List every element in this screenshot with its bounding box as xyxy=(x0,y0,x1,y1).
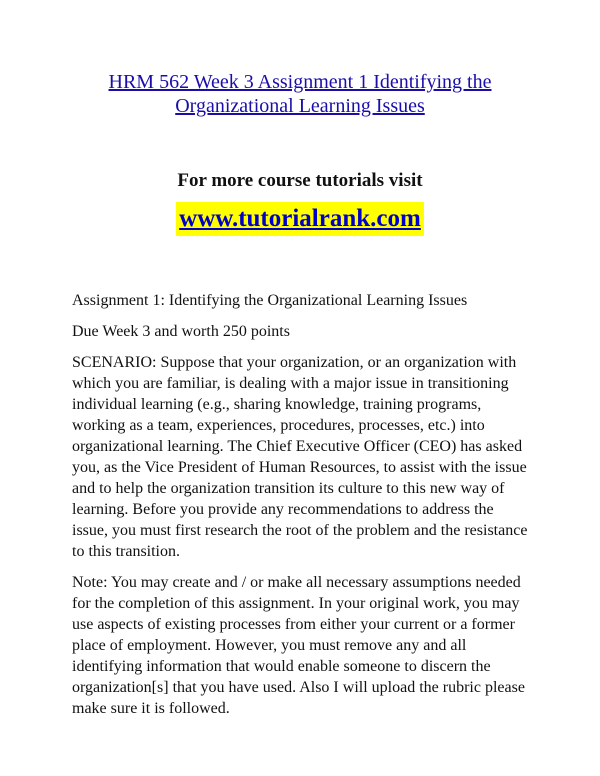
site-link[interactable]: www.tutorialrank.com xyxy=(176,202,424,236)
note-paragraph: Note: You may create and / or make all necessary assumptions needed for the completion of this assignment. In your original work, you may use aspects of existing processes from either your current or a former place of employment. However, you must remove any and all identifying information that would enable someone to discern the organization[s] that you have used. Also I will upload the rubric please make sure it is followed. xyxy=(72,574,525,717)
document-title xyxy=(40,70,560,118)
tutorials-tagline: For more course tutorials visit xyxy=(177,170,423,191)
title-link[interactable] xyxy=(109,71,492,117)
title-line-1: HRM 562 Week 3 Assignment 1 Identifying the xyxy=(108,71,492,93)
document-body xyxy=(72,290,532,729)
scenario-paragraph: SCENARIO: Suppose that your organization, or an organization with which you are familiar, is dealing with a major issue in transitioning individual learning (e.g., sharing knowledge, training programs, working as a team, experiences, procedures, processes, etc.) into organizational learning. The Chief Executive Officer (CEO) has asked you, as the Vice President of Human Resources, to assist with the issue and to help the organization transition its culture to this new way of learning. Before you provide any recommendations to address the issue, you must first research the root of the problem and the resistance to this transition. xyxy=(72,354,528,560)
title-line-2: Organizational Learning Issues xyxy=(175,95,425,117)
due-line: Due Week 3 and worth 250 points xyxy=(72,323,290,340)
site-link-wrap xyxy=(0,202,600,236)
assignment-line: Assignment 1: Identifying the Organizational Learning Issues xyxy=(72,292,468,309)
